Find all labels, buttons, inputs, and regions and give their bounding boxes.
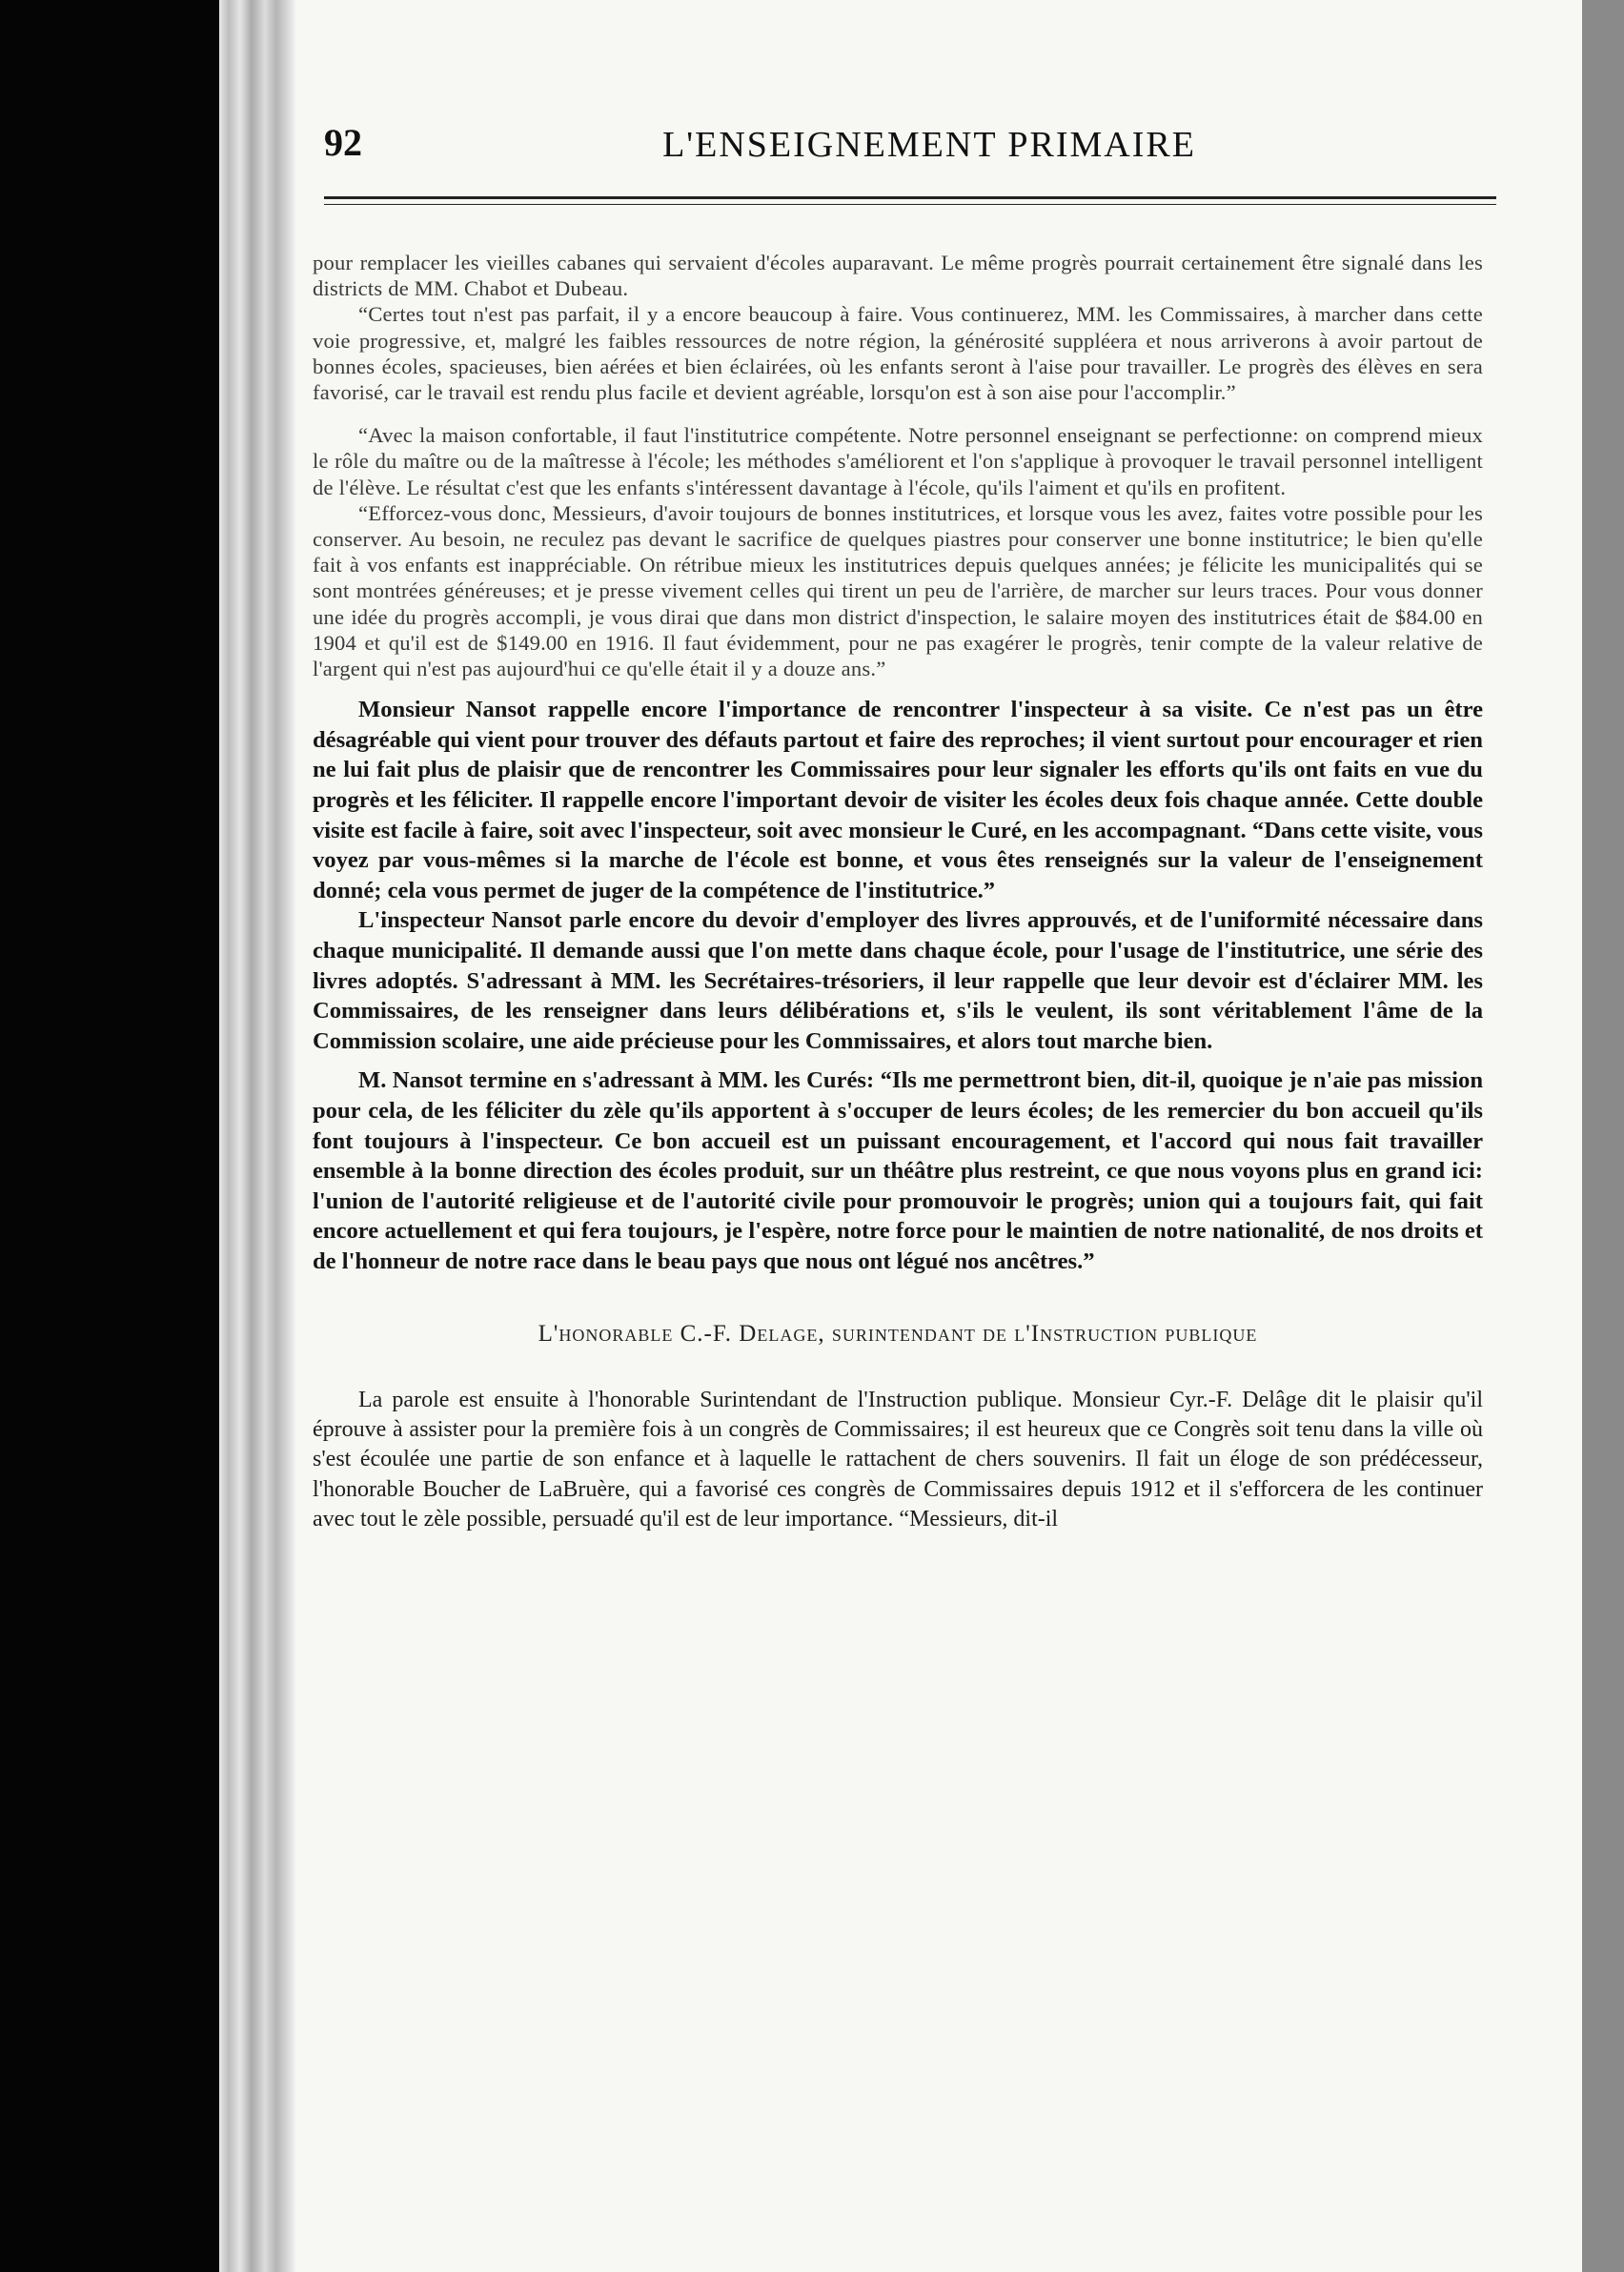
- paragraph: M. Nansot termine en s'adressant à MM. les Curés: “Ils me permettront bien, dit-il, quoique je n'aie pas mission pour cela, de les féliciter du zèle qu'ils apportent à s'occuper de leurs écoles; de les remercier du bon accueil qu'ils font toujours à l'inspecteur. Ce bon accueil est un puissant encouragement, et l'accord qui nous fait travailler ensemble à la bonne direction des écoles produit, sur un théâtre plus restreint, ce que nous voyons plus en grand ici: l'union de l'autorité religieuse et de l'autorité civile pour promouvoir le progrès; union qui a toujours fait, qui fait encore actuellement et qui fera toujours, je l'espère, notre force pour le maintien de notre nationalité, de nos droits et de l'honneur de notre race dans le beau pays que nous ont légué nos ancêtres.”: [313, 1067, 1483, 1274]
- book-page: [295, 0, 1582, 2272]
- scan-dark-margin: [0, 0, 219, 2272]
- header-rule-thick: [324, 196, 1496, 199]
- body-text: [313, 250, 1483, 1535]
- running-title: L'ENSEIGNEMENT PRIMAIRE: [662, 125, 1196, 165]
- superintendent-block: [313, 1386, 1483, 1535]
- scan-right-edge: [1582, 0, 1624, 2272]
- inspector-speech-block: [313, 250, 1483, 681]
- paragraph: pour remplacer les vieilles cabanes qui servaient d'écoles auparavant. Le même progrès pourrait certainement être signalé dans les districts de MM. Chabot et Dubeau.: [313, 251, 1483, 301]
- paragraph: “Avec la maison confortable, il faut l'institutrice compétente. Notre personnel enseignant se perfectionne: on comprend mieux le rôle du maître ou de la maîtresse à l'école; les méthodes s'améliorent et l'on s'applique à provoquer le travail personnel intelligent de l'élève. Le résultat c'est que les enfants s'intéressent davantage à l'école, qu'ils l'aiment et qu'ils en profitent.: [313, 423, 1483, 499]
- paragraph: “Certes tout n'est pas parfait, il y a encore beaucoup à faire. Vous continuerez, MM. les Commissaires, à marcher dans cette voie progressive, et, malgré les faibles ressources de notre région, la générosité suppléera et nous arriverons à avoir partout de bonnes écoles, spacieuses, bien aérées et bien éclairées, où les enfants seront à l'aise pour travailler. Le progrès des élèves en sera favorisé, car le travail est rendu plus facile et devient agréable, lorsqu'on est à son aise pour l'accomplir.”: [313, 302, 1483, 405]
- report-block: [313, 695, 1483, 1276]
- page-header: [324, 112, 1496, 179]
- header-rule-thin: [324, 204, 1496, 205]
- page-number: 92: [324, 121, 362, 164]
- paragraph: “Efforcez-vous donc, Messieurs, d'avoir toujours de bonnes institutrices, et lorsque vous les avez, faites votre possible pour les conserver. Au besoin, ne reculez pas devant le sacrifice de quelques piastres pour conserver une bonne institutrice; le bien qu'elle fait à vos enfants est inappréciable. On rétribue mieux les institutrices depuis quelques années; je félicite les municipalités qui se sont montrées généreuses; et je presse vivement celles qui tirent un peu de l'arrière, de marcher sur leurs traces. Pour vous donner une idée du progrès accompli, je vous dirai que dans mon district d'inspection, le salaire moyen des institutrices était de $84.00 en 1904 et qu'il est de $149.00 en 1916. Il faut évidemment, pour ne pas exagérer le progrès, tenir compte de la valeur relative de l'argent qui n'est pas aujourd'hui ce qu'elle était il y a douze ans.”: [313, 500, 1483, 681]
- paragraph: La parole est ensuite à l'honorable Surintendant de l'Instruction publique. Monsieur Cyr.-F. Delâge dit le plaisir qu'il éprouve à assister pour la première fois à un congrès de Commissaires; il est heureux que ce Congrès soit tenu dans la ville où s'est écoulée une partie de son enfance et à laquelle le rattachent de chers souvenirs. Il fait un éloge de son prédécesseur, l'honorable Boucher de LaBruère, qui a favorisé ces congrès de Commissaires depuis 1912 et il s'efforcera de les continuer avec tout le zèle possible, persuadé qu'il est de leur importance. “Messieurs, dit-il: [313, 1387, 1483, 1532]
- paragraph: L'inspecteur Nansot parle encore du devoir d'employer des livres approuvés, et de l'uniformité nécessaire dans chaque municipalité. Il demande aussi que l'on mette dans chaque école, pour l'usage de l'institutrice, une série des livres adoptés. S'adressant à MM. les Secrétaires-trésoriers, il leur rappelle que leur devoir est d'éclairer MM. les Commissaires, de les renseigner dans leurs délibérations et, s'ils le veulent, ils sont véritablement l'âme de la Commission scolaire, une aide précieuse pour les Commissaires, et alors tout marche bien.: [313, 907, 1483, 1054]
- section-heading: L'honorable C.-F. Delage, surintendant de l'Instruction publique: [538, 1320, 1258, 1347]
- book-spine-page-edges: [219, 0, 295, 2272]
- paragraph: Monsieur Nansot rappelle encore l'importance de rencontrer l'inspecteur à sa visite. Ce n'est pas un être désagréable qui vient pour trouver des défauts partout et faire des reproches; il vient surtout pour encourager et rien ne lui fait plus de plaisir que de rencontrer les Commissaires pour leur signaler les efforts qu'ils ont faits en vue du progrès et les féliciter. Il rappelle encore l'important devoir de visiter les écoles deux fois chaque année. Cette double visite est facile à faire, soit avec l'inspecteur, soit avec monsieur le Curé, en les accompagnant. “Dans cette visite, vous voyez par vous-mêmes si la marche de l'école est bonne, et vous êtes renseignés sur la valeur de l'enseignement donné; cela vous permet de juger de la compétence de l'institutrice.”: [313, 697, 1483, 903]
